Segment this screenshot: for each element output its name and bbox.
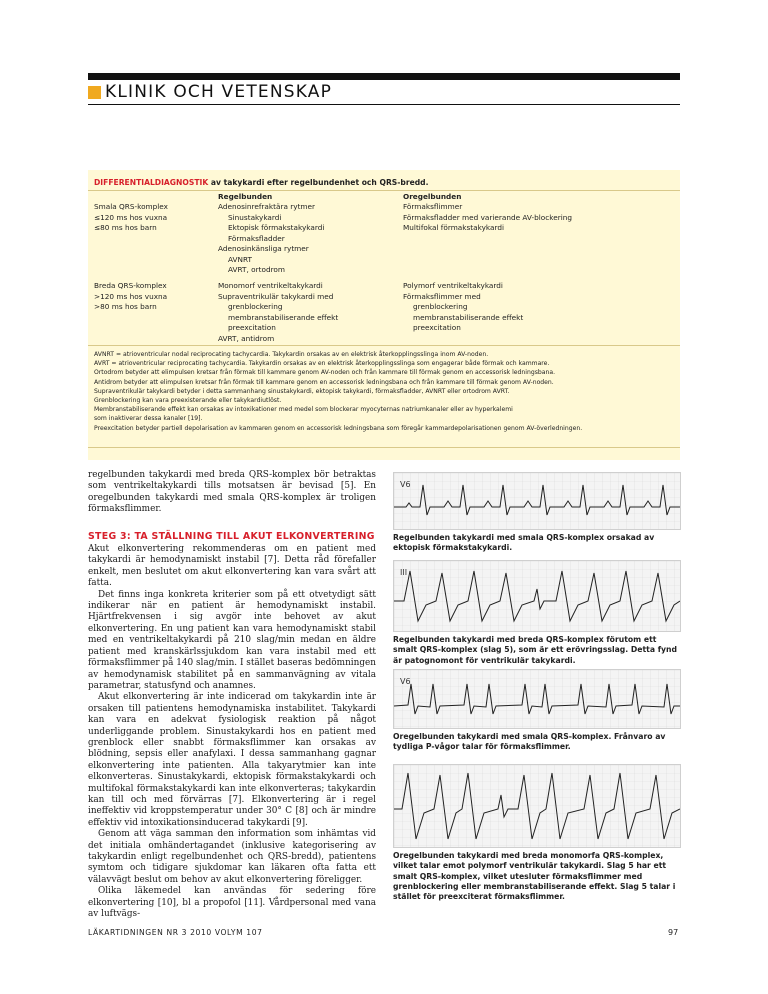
row-narrow-label: Smala QRS-komplex ≤120 ms hos vuxna ≤80 ms hos barn: [94, 202, 168, 232]
table-title-keyword: DIFFERENTIALDIAGNOSTIK: [94, 178, 209, 187]
row-wide-label: Breda QRS-komplex >120 ms hos vuxna >80 ms hos barn: [94, 281, 168, 311]
row-wide-irregular: Polymorf ventrikeltakykardi Förmaksflimmer med grenblockering membranstabiliserande effekt preexcitation: [403, 281, 524, 332]
ecg-strip: [393, 472, 681, 530]
header-rule: [88, 104, 680, 105]
ecg-figure-3: [393, 669, 681, 753]
section-title: KLINIK OCH VETENSKAP: [105, 82, 333, 102]
table-title: [94, 178, 429, 187]
journal-footer: LÄKARTIDNINGEN NR 3 2010 VOLYM 107: [88, 928, 263, 937]
body-paragraph: Akut elkonvertering är inte indicerad om takykardin inte är orsaken till patientens hemodynamiska instabilitet. Takykardi kan vara en adekvat fysiologisk reaktion på något underliggande problem. Sinustakykardi hos en patient med grenblock eller snabbt förmaksflimmer kan orsakas av blödning, sepsis eller anafylaxi. I dessa sammanhang gagnar elkonvertering inte patienten. Alla takyarytmier kan inte elkonverteras. Sinustakykardi, ektopisk förmakstakykardi och multifokal förmakstakykardi kan inte elkonverteras; takykardin kan till och med förvärras [7]. Elkonvertering är i regel ineffektiv vid kroppstemperatur under 30° C [8] och är mindre effektiv vid intoxikationsinducerad takykardi [9].: [88, 692, 376, 828]
section-header: [88, 81, 332, 103]
table-divider: [88, 190, 680, 191]
figure-caption: Oregelbunden takykardi med breda monomorfa QRS-komplex, vilket talar emot polymorf ventrikulär takykardi. Slag 5 har ett smalt QRS-komplex, vilket utesluter förmaksflimmer med grenblockering eller membranstabiliserande effekt. Slag 5 talar i stället för preexciterat förmaksflimmer.: [393, 851, 676, 902]
table-divider-abbr: [88, 345, 680, 346]
page-number: 97: [668, 928, 679, 937]
table-footnotes: AVNRT = atrioventricular nodal reciprocating tachycardia. Takykardin orsakas av en elektrisk återkopplingsslinga inom AV-noden. AVRT = atrioventricular reciprocating tachycardia. Takykardin orsakas av en elektrisk återkopplingsslinga som engagerar både förmak och kammare. Ortodrom betyder att elimpulsen kretsar från förmak till kammare genom AV-noden och från kammare till förmak genom en accessorisk ledningsbana. Antidrom betyder att elimpulsen kretsar från förmak till kammare genom en accessorisk ledningsbana och från kammare till förmak genom AV-noden. Supraventrikulär takykardi betyder i detta sammanhang sinustakykardi, ektopisk takykardi, förmaksfladder, AVNRT eller ortodrom AVRT. Grenblockering kan vara preexisterande eller takykardiutlöst. Membranstabiliserande effekt kan orsakas av intoxikationer med medel som blockerar myocyternas natriumkanaler eller av hyperkalemi som inaktiverar dessa kanaler [19]. Preexcitation betyder partiell depolarisation av kammaren genom en accessorisk ledningsbana som föregår kammardepolarisationen genom AV-överledningen.: [94, 351, 583, 432]
row-narrow-regular: Adenosinrefraktära rytmer Sinustakykardi Ektopisk förmakstakykardi Förmaksfladder Adenosinkänsliga rytmer AVNRT AVRT, ortodrom: [218, 202, 325, 274]
svg-text:V6: V6: [400, 677, 411, 686]
svg-text:III: III: [400, 568, 408, 577]
top-rule: [88, 73, 680, 80]
figure-caption: Oregelbunden takykardi med smala QRS-komplex. Frånvaro av tydliga P-vågor talar för förmaksflimmer.: [393, 732, 666, 752]
row-wide-regular: Monomorf ventrikeltakykardi Supraventrikulär takykardi med grenblockering membranstabiliserande effekt preexcitation AVRT, antidrom: [218, 281, 339, 343]
ecg-strip: [393, 669, 681, 729]
col-header-regular: Regelbunden: [218, 192, 273, 201]
svg-text:V6: V6: [400, 480, 411, 489]
body-paragraph: regelbunden takykardi med breda QRS-komplex bör betraktas som ventrikeltakykardi tills motsatsen är bevisad [5]. En oregelbunden takykardi med smala QRS-komplex är troligen förmaksflimmer.: [88, 470, 376, 515]
table-bottom-rule: [88, 447, 680, 448]
ecg-strip: [393, 764, 681, 848]
ecg-figure-2: [393, 560, 681, 666]
figure-caption: Regelbunden takykardi med smala QRS-komplex orsakad av ektopisk förmakstakykardi.: [393, 533, 655, 553]
body-paragraph: Det finns inga konkreta kriterier som på ett otvetydigt sätt indikerar när en patient är hemodynamiskt instabil. Hjärtfrekvensen i sig avgör inte behovet av akut elkonvertering. En ung patient kan vara hemodynamiskt stabil med en ventrikeltakykardi på 210 slag/min medan en äldre patient med kranskärlssjukdom kan vara instabil med ett förmaksflimmer på 140 slag/min. I stället baseras bedömningen av hemodynamisk stabilitet på en sammanvägning av vitala parametrar, statusfynd och anamnes.: [88, 589, 376, 691]
table-title-rest: av takykardi efter regelbundenhet och QRS-bredd.: [208, 178, 429, 187]
ecg-figure-1: [393, 472, 681, 554]
col-header-irregular: Oregelbunden: [403, 192, 462, 201]
ecg-strip: [393, 560, 681, 632]
ecg-figure-4: [393, 764, 681, 902]
step3-heading: STEG 3: TA STÄLLNING TILL AKUT ELKONVERTERING: [88, 530, 375, 542]
body-paragraph: Akut elkonvertering rekommenderas om en patient med takykardi är hemodynamiskt instabil [7]. Detta råd förefaller enkelt, men beslutet om akut elkonvertering kan vara svårt att fatta.: [88, 544, 376, 589]
body-paragraph: Genom att väga samman den information som inhämtas vid det initiala omhändertagandet (inklusive kategorisering av takykardin enligt regelbundenhet och QRS-bredd), patientens symtom och tidigare sjukdomar kan läkaren ofta fatta ett välavvägt beslut om behov av akut elkonvertering föreligger.: [88, 829, 376, 885]
section-marker: [88, 86, 101, 99]
article-body: [88, 470, 376, 920]
row-narrow-irregular: Förmaksflimmer Förmaksfladder med varierande AV-blockering Multifokal förmakstakykardi: [403, 202, 573, 232]
figure-caption: Regelbunden takykardi med breda QRS-komplex förutom ett smalt QRS-komplex (slag 5), som är ett erövringsslag. Detta fynd är patognomont för ventrikulär takykardi.: [393, 635, 678, 665]
body-paragraph: Olika läkemedel kan användas för sedering före elkonvertering [10], bl a propofol [11]. Vårdpersonal med vana av luftvägs-: [88, 886, 376, 920]
